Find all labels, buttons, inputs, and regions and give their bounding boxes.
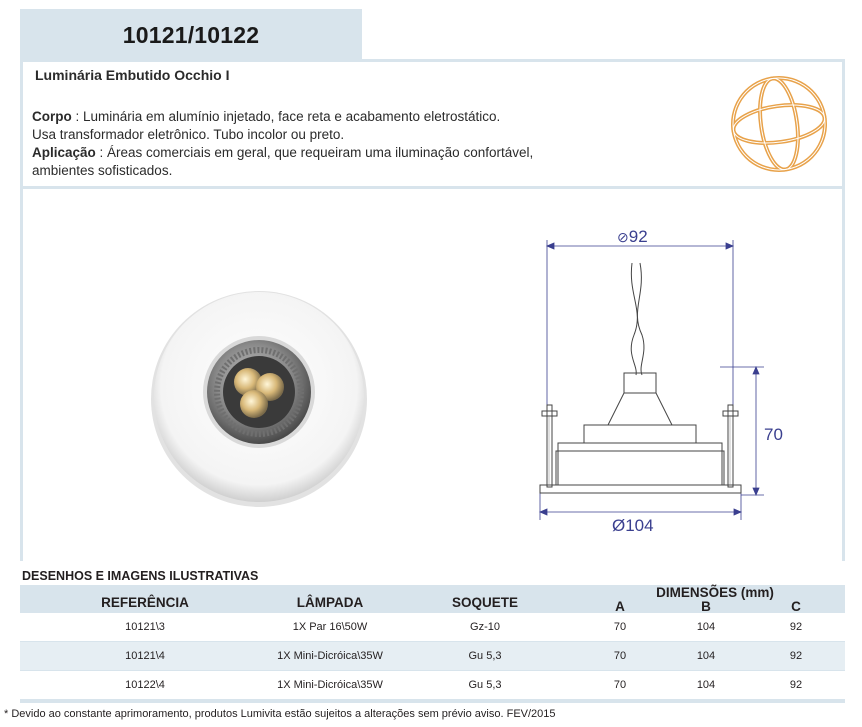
header-referencia: REFERÊNCIA <box>101 595 189 610</box>
table-row <box>20 613 845 642</box>
cell-referencia: 10121\4 <box>125 650 165 662</box>
cell-a: 70 <box>613 679 627 691</box>
cell-c: 92 <box>789 650 803 662</box>
cell-soquete: Gz-10 <box>470 621 500 633</box>
cutout-icon: ⊘ <box>617 229 629 245</box>
cell-lampada: 1X Mini-Dicróica\35W <box>277 650 383 662</box>
header-dimensoes: DIMENSÕES (mm) <box>656 585 774 600</box>
cell-b: 104 <box>696 650 716 662</box>
section-label: DESENHOS E IMAGENS ILUSTRATIVAS <box>22 569 259 583</box>
product-photo <box>148 288 370 510</box>
table-row <box>20 642 845 671</box>
header-soquete: SOQUETE <box>451 595 518 610</box>
footnote: * Devido ao constante aprimoramento, produtos Lumivita estão sujeitos a alterações sem prévio aviso. FEV/2015 <box>4 708 556 720</box>
cell-soquete: Gu 5,3 <box>468 679 502 691</box>
header-lampada: LÂMPADA <box>296 595 364 610</box>
cell-a: 70 <box>613 650 627 662</box>
cutout-value: 92 <box>628 227 648 246</box>
divider <box>20 186 845 189</box>
cell-referencia: 10122\4 <box>125 679 165 691</box>
table-header <box>20 585 845 613</box>
table-row <box>20 671 845 700</box>
cutout-label <box>617 227 648 247</box>
header-b: B <box>701 599 711 614</box>
title-banner <box>20 9 362 59</box>
aplicacao-text: : Áreas comerciais em geral, que requeiram uma iluminação confortável, <box>95 145 534 160</box>
cell-a: 70 <box>613 621 627 633</box>
product-name: Luminária Embutido Occhio I <box>35 67 230 83</box>
cell-c: 92 <box>789 621 803 633</box>
header-c: C <box>791 599 801 614</box>
product-code: 10121/10122 <box>122 22 260 48</box>
header-a: A <box>615 599 625 614</box>
height-label: 70 <box>764 425 783 444</box>
corpo-text-2: Usa transformador eletrônico. Tubo incolor ou preto. <box>32 127 345 142</box>
globe-icon <box>728 73 830 175</box>
corpo-text: : Luminária em alumínio injetado, face reta e acabamento eletrostático. <box>71 109 501 124</box>
cell-b: 104 <box>696 621 716 633</box>
aplicacao-text-2: ambientes sofisticados. <box>32 163 173 178</box>
divider <box>20 700 845 703</box>
cell-lampada: 1X Par 16\50W <box>292 621 368 633</box>
dimension-drawing <box>520 215 820 545</box>
specs-table <box>20 585 845 703</box>
corpo-label: Corpo <box>32 109 72 124</box>
aplicacao-label: Aplicação <box>32 145 96 160</box>
cell-lampada: 1X Mini-Dicróica\35W <box>277 679 383 691</box>
cell-soquete: Gu 5,3 <box>468 650 502 662</box>
cell-c: 92 <box>789 679 803 691</box>
cell-referencia: 10121\3 <box>125 621 165 633</box>
diameter-label: Ø104 <box>612 516 654 535</box>
product-description <box>32 108 692 180</box>
cell-b: 104 <box>696 679 716 691</box>
